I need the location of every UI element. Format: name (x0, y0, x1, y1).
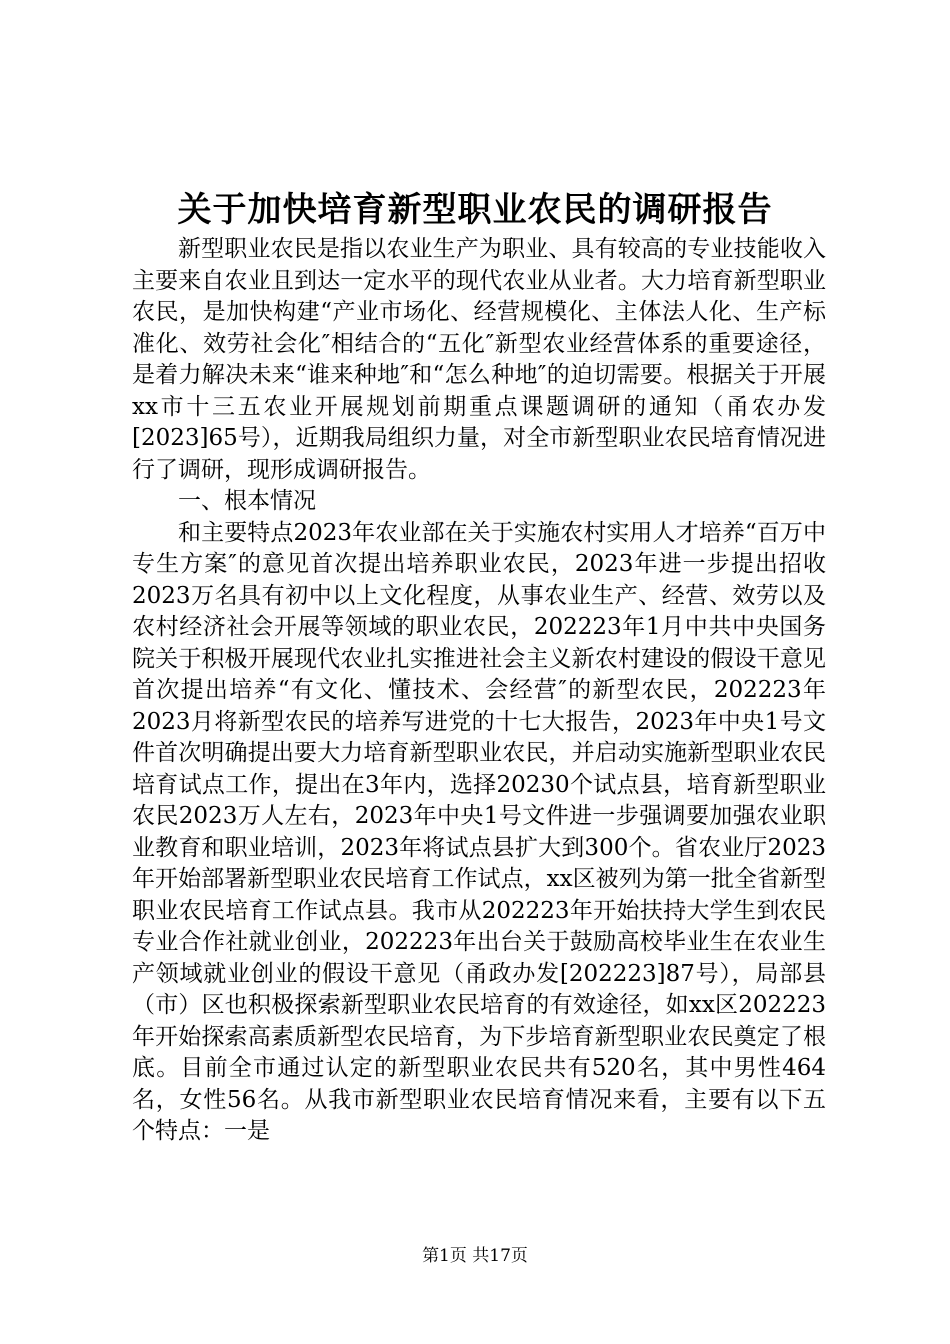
document-title: 关于加快培育新型职业农民的调研报告 (177, 190, 773, 230)
document-body (132, 234, 826, 1148)
intro-paragraph: 新型职业农民是指以农业生产为职业、具有较高的专业技能收入主要来自农业且到达一定水平的现代农业从业者。大力培育新型职业农民，是加快构建“产业市场化、经营规模化、主体法人化、生产标准化、效劳社会化″相结合的“五化″新型农业经营体系的重要途径，是着力解决未来“谁来种地″和“怎么种地″的迫切需要。根据关于开展xx市十三五农业开展规划前期重点课题调研的通知（甬农办发[2023]65号），近期我局组织力量，对全市新型职业农民培育情况进行了调研，现形成调研报告。 (132, 236, 826, 483)
page-number-footer: 第1页 共17页 (422, 1246, 528, 1266)
section-paragraph: 和主要特点2023年农业部在关于实施农村实用人才培养“百万中专生方案″的意见首次提出培养职业农民，2023年进一步提出招收2023万名具有初中以上文化程度，从事农业生产、经营、效劳以及农村经济社会开展等领域的职业农民，202223年1月中共中央国务院关于积极开展现代农业扎实推进社会主义新农村建设的假设干意见首次提出培养“有文化、懂技术、会经营″的新型农民，202223年2023月将新型农民的培养写进党的十七大报告，2023年中央1号文件首次明确提出要大力培育新型职业农民，并启动实施新型职业农民培育试点工作，提出在3年内，选择20230个试点县，培育新型职业农民2023万人左右，2023年中央1号文件进一步强调要加强农业职业教育和职业培训，2023年将试点县扩大到300个。省农业厅2023年开始部署新型职业农民培育工作试点，xx区被列为第一批全省新型职业农民培育工作试点县。我市从202223年开始扶持大学生到农民专业合作社就业创业，202223年出台关于鼓励高校毕业生在农业生产领域就业创业的假设干意见（甬政办发[202223]87号），局部县（市）区也积极探索新型职业农民培育的有效途径，如xx区202223年开始探索高素质新型农民培育，为下步培育新型职业农民奠定了根底。目前全市通过认定的新型职业农民共有520名，其中男性464名，女性56名。从我市新型职业农民培育情况来看，主要有以下五个特点：一是 (132, 519, 826, 1144)
section-heading: 一、根本情况 (178, 488, 316, 514)
